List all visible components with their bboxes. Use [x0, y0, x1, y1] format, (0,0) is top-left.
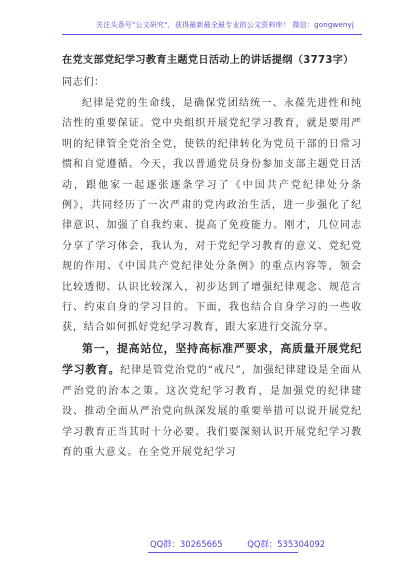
header-banner: 关注头条号"公文研究"，获得最新最全最专业的公文资料库！ 微信：gongwenyj	[96, 21, 355, 29]
document-body	[62, 52, 362, 463]
paragraph	[62, 93, 362, 339]
footer-qq-group-1: QQ群：30265665	[150, 539, 223, 549]
paragraph-text: 纪律是党的生命线，是确保党团结统一、永葆先进性和纯洁性的重要保证。党中央组织开展党纪学习教育，就是要用严明的纪律管全党治全党，使铁的纪律转化为党员干部的日常习惯和自觉遵循。今天，我以普通党员身份参加支部主题党日活动，跟他家一起逐张逐条学习了《中国共产党纪律处分条例》，共同经历了一次严肃的党内政治生活，进一步强化了纪律意识、加强了自我约束、提高了免疫能力。刚才，几位同志分享了学习体会，我认为，对于党纪学习教育的意义、党纪党规的作用、《中国共产党纪律处分条例》的重点内容等，领会比较透彻、认识比较深入，初步达到了增强纪律观念、规范言行、约束自身的学习目的。下面，我也结合自身学习的一些收获，结合如何抓好党纪学习教育，跟大家进行交流分享。	[62, 98, 362, 334]
paragraph-heading: 第一，提高站位，坚持高标准严要求，高质量开展党纪学习教育。	[62, 341, 362, 377]
salutation: 同志们：	[62, 77, 105, 88]
header-divider	[62, 34, 362, 35]
footer-qq-group-2: QQ群：535304092	[247, 539, 326, 549]
document-title: 在党支部党纪学习教育主题党日活动上的讲话提纲（3773字）	[62, 55, 354, 66]
footer-divider	[148, 552, 298, 553]
paragraph	[62, 339, 362, 463]
paragraph-text: 纪律是管党治党的“戒尺”，加强纪律建设是全面从严治党的治本之策。这次党纪学习教育，是加强党的纪律建设、推动全面从严治党向纵深发展的重要举措可以说开展党纪学习教育正当其时十分必要。我们要深刻认识开展党纪学习教育的重大意义。在全党开展党纪学习	[62, 365, 362, 458]
footer-contact	[150, 538, 380, 550]
